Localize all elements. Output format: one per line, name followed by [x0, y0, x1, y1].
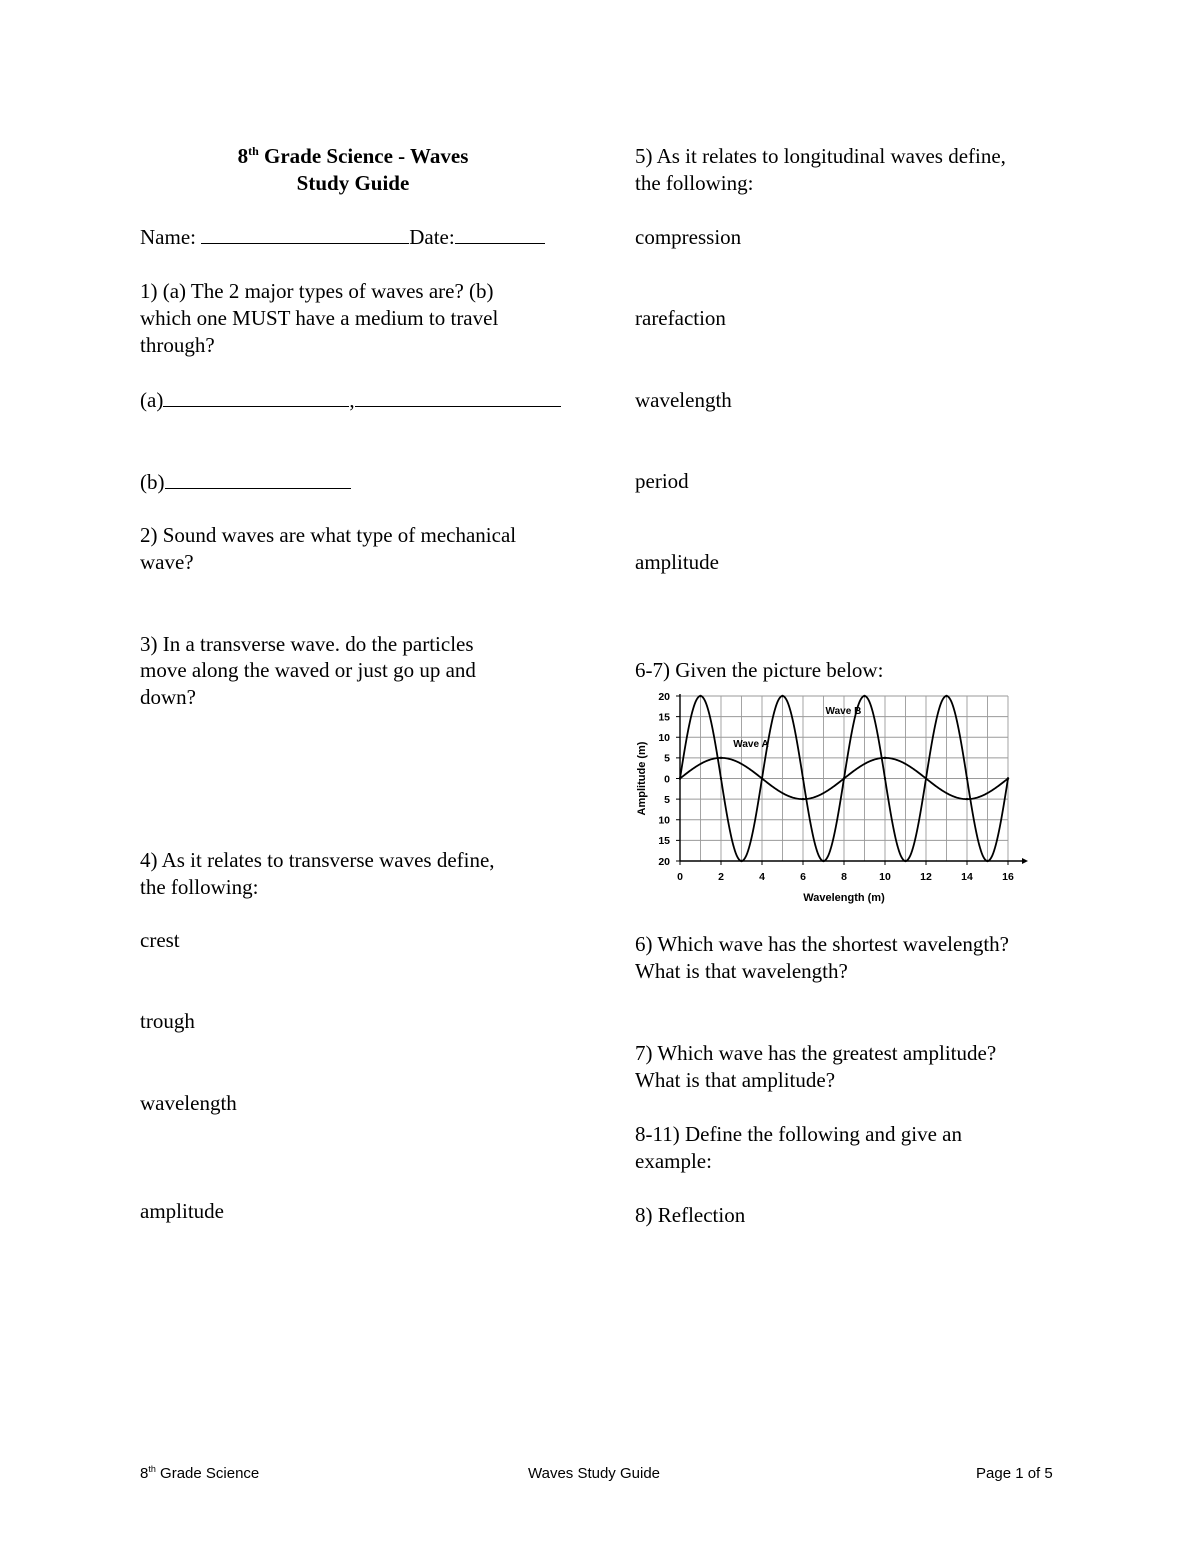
name-label: Name: [140, 225, 202, 249]
data-point-wave-b [822, 860, 824, 862]
footer-left [140, 1465, 259, 1483]
data-point-wave-b [781, 695, 783, 697]
term-trough: trough [140, 1009, 195, 1033]
question-6-line-1: 6) Which wave has the shortest wavelength? [635, 932, 1009, 956]
y-tick-label: 0 [664, 773, 670, 786]
x-tick-label: 16 [1002, 871, 1014, 883]
term-crest: crest [140, 928, 180, 952]
question-3-line-3: down? [140, 685, 196, 709]
subtitle-text: Study Guide [296, 171, 410, 195]
data-point-wave-b [925, 777, 927, 779]
answer-1a-field-1[interactable] [163, 387, 349, 407]
data-point-wave-a [720, 757, 722, 759]
title-superscript: th [248, 144, 259, 158]
data-point-wave-b [1007, 777, 1009, 779]
y-tick-label: 20 [658, 690, 670, 703]
x-axis-title: Wavelength (m) [803, 892, 885, 904]
y-axis-title: Amplitude (m) [636, 741, 648, 816]
chart-tick-labels [658, 691, 1014, 883]
term-wavelength: wavelength [140, 1091, 237, 1115]
question-5-line-2: the following: [635, 171, 754, 195]
question-2-line-1: 2) Sound waves are what type of mechanical [140, 523, 517, 547]
question-1-line-1: 1) (a) The 2 major types of waves are? (b) [140, 279, 494, 303]
data-point-wave-b [863, 695, 865, 697]
term-amplitude-longitudinal: amplitude [635, 550, 719, 574]
data-point-wave-b [679, 777, 681, 779]
question-4-line-1: 4) As it relates to transverse waves define, [140, 848, 495, 872]
question-8-11-line-1: 8-11) Define the following and give an [635, 1122, 962, 1146]
data-point-wave-b [986, 860, 988, 862]
question-4-line-2: the following: [140, 875, 259, 899]
footer-left-text: Grade Science [155, 1465, 260, 1482]
question-3-line-2: move along the waved or just go up and [140, 658, 476, 682]
title-number: 8 [237, 144, 249, 168]
x-tick-label: 6 [800, 871, 806, 883]
question-8-reflection: 8) Reflection [635, 1203, 746, 1227]
footer-center: Waves Study Guide [528, 1465, 661, 1482]
answer-1a-line [140, 387, 561, 414]
answer-1a-field-2[interactable] [355, 387, 561, 407]
x-tick-label: 14 [961, 871, 973, 883]
page-subtitle [140, 170, 566, 197]
x-tick-label: 0 [677, 871, 683, 883]
footer-left-number: 8 [140, 1465, 149, 1482]
question-1-line-3: through? [140, 333, 215, 357]
y-tick-label: 5 [664, 752, 670, 765]
term-rarefaction: rarefaction [635, 306, 726, 330]
data-point-wave-b [699, 695, 701, 697]
question-6-line-2: What is that wavelength? [635, 959, 848, 983]
question-3-line-1: 3) In a transverse wave. do the particles [140, 632, 474, 656]
date-label: Date: [409, 225, 455, 249]
name-date-line [140, 224, 545, 251]
wave-chart [630, 684, 1030, 909]
answer-1a-label: (a) [140, 388, 164, 412]
y-tick-label: 5 [664, 793, 670, 806]
data-point-wave-b [802, 777, 804, 779]
answer-1b-label: (b) [140, 470, 165, 494]
term-period: period [635, 469, 689, 493]
y-tick-label: 10 [658, 814, 670, 827]
question-2-line-2: wave? [140, 550, 194, 574]
data-point-wave-b [904, 860, 906, 862]
data-point-wave-b [740, 860, 742, 862]
data-point-wave-b [761, 777, 763, 779]
x-tick-label: 4 [759, 871, 765, 883]
answer-1b-line [140, 469, 351, 496]
question-7-line-1: 7) Which wave has the greatest amplitude? [635, 1041, 997, 1065]
question-8-11-line-2: example: [635, 1149, 712, 1173]
data-point-wave-b [884, 777, 886, 779]
question-5-line-1: 5) As it relates to longitudinal waves define, [635, 144, 1006, 168]
x-tick-label: 10 [879, 871, 891, 883]
data-point-wave-a [802, 798, 804, 800]
series-label-wave-a: Wave A [733, 739, 769, 751]
x-tick-label: 2 [718, 871, 724, 883]
page-title [140, 143, 566, 170]
question-7-line-2: What is that amplitude? [635, 1068, 836, 1092]
term-amplitude: amplitude [140, 1199, 224, 1223]
term-compression: compression [635, 225, 742, 249]
data-point-wave-b [945, 695, 947, 697]
answer-1b-field[interactable] [165, 469, 351, 489]
footer-left-superscript: th [148, 1464, 156, 1474]
question-6-7-intro: 6-7) Given the picture below: [635, 658, 884, 682]
y-tick-label: 15 [658, 711, 670, 724]
data-point-wave-b [966, 777, 968, 779]
y-tick-label: 15 [658, 835, 670, 848]
answer-1a-comma: , [349, 388, 355, 412]
data-point-wave-b [720, 777, 722, 779]
name-field[interactable] [201, 224, 409, 244]
x-tick-label: 12 [920, 871, 932, 883]
data-point-wave-a [884, 757, 886, 759]
footer-right: Page 1 of 5 [976, 1465, 1053, 1482]
y-tick-label: 10 [658, 732, 670, 745]
date-field[interactable] [455, 224, 545, 244]
x-axis-arrow-icon [1022, 858, 1028, 864]
x-tick-label: 8 [841, 871, 847, 883]
title-text: Grade Science - Waves [258, 144, 469, 168]
question-1-line-2: which one MUST have a medium to travel [140, 306, 499, 330]
y-tick-label: 20 [658, 855, 670, 868]
series-label-wave-b: Wave B [825, 706, 862, 718]
data-point-wave-a [966, 798, 968, 800]
data-point-wave-b [843, 777, 845, 779]
term-wavelength-longitudinal: wavelength [635, 388, 732, 412]
